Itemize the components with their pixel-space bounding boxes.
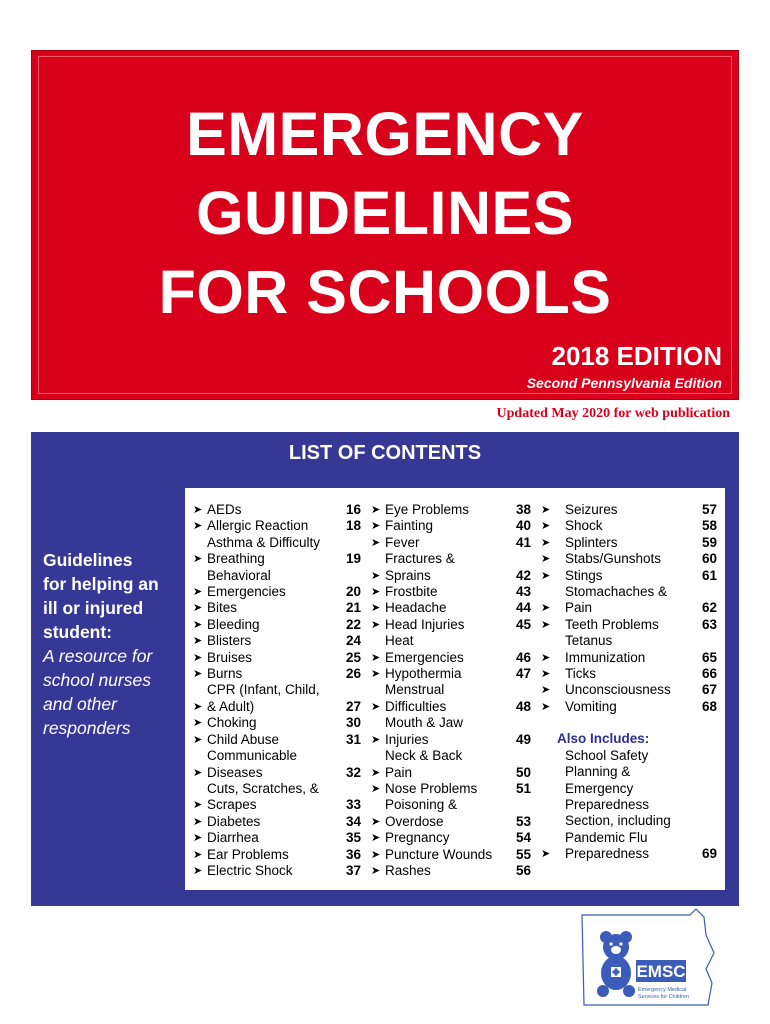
page-number: 48 bbox=[515, 698, 531, 714]
entry-label-line: Pain bbox=[565, 600, 593, 616]
arrow-bullet-icon: ➤ bbox=[193, 618, 203, 631]
arrow-bullet-icon: ➤ bbox=[193, 668, 203, 681]
contents-entry bbox=[371, 617, 531, 633]
also-includes-line: Preparedness bbox=[565, 796, 650, 812]
arrow-bullet-icon: ➤ bbox=[541, 553, 551, 566]
entry-label bbox=[385, 682, 507, 715]
entry-label bbox=[207, 847, 337, 863]
arrow-bullet-icon: ➤ bbox=[541, 504, 551, 516]
also-includes-line: Section, including bbox=[565, 813, 671, 829]
entry-label-line: Stings bbox=[565, 567, 603, 583]
entry-label-line: Diarrhea bbox=[207, 830, 259, 846]
subedition-label: Second Pennsylvania Edition bbox=[526, 375, 722, 391]
page-number: 41 bbox=[515, 534, 531, 550]
entry-label bbox=[207, 748, 337, 781]
arrow-bullet-icon: ➤ bbox=[193, 766, 203, 779]
emsc-subtext-line: Emergency Medical bbox=[638, 987, 687, 993]
arrow-bullet-icon: ➤ bbox=[541, 618, 551, 631]
contents-entry bbox=[371, 715, 531, 748]
page-number: 47 bbox=[515, 666, 531, 682]
arrow-bullet-icon: ➤ bbox=[371, 536, 381, 549]
page-number: 36 bbox=[345, 846, 361, 862]
emsc-logo-text: EMSC bbox=[636, 962, 686, 981]
entry-label-line: Sprains bbox=[385, 567, 431, 583]
contents-entry bbox=[193, 650, 361, 666]
contents-entry bbox=[371, 551, 531, 584]
contents-entry bbox=[371, 797, 531, 830]
entry-label bbox=[385, 502, 507, 518]
page-number: 26 bbox=[345, 666, 361, 682]
entry-label bbox=[385, 781, 507, 797]
entry-label-line: Behavioral bbox=[207, 567, 271, 583]
entry-label-line: & Adult) bbox=[207, 698, 255, 714]
contents-entry bbox=[371, 682, 531, 715]
entry-label bbox=[385, 518, 507, 534]
entry-label-line: Breathing bbox=[207, 551, 265, 567]
entry-label-line: Fractures & bbox=[385, 551, 455, 567]
title-banner bbox=[31, 50, 739, 400]
page-number: 50 bbox=[515, 764, 531, 780]
also-includes-entry bbox=[541, 748, 717, 863]
page-number: 31 bbox=[345, 731, 361, 747]
arrow-bullet-icon: ➤ bbox=[371, 815, 381, 828]
arrow-bullet-icon: ➤ bbox=[371, 766, 381, 779]
side-italic-line: A resource for bbox=[43, 646, 153, 666]
page-number: 49 bbox=[515, 731, 531, 747]
entry-label bbox=[207, 502, 337, 518]
page-number: 54 bbox=[515, 830, 531, 846]
contents-entry bbox=[371, 863, 531, 879]
contents-entry bbox=[193, 633, 361, 649]
arrow-bullet-icon: ➤ bbox=[193, 635, 203, 648]
page-number: 59 bbox=[701, 534, 717, 550]
entry-label bbox=[207, 600, 337, 616]
arrow-bullet-icon: ➤ bbox=[371, 782, 381, 795]
page-number: 61 bbox=[701, 567, 717, 583]
page-number: 53 bbox=[515, 813, 531, 829]
page-number: 33 bbox=[345, 797, 361, 813]
entry-label-line: Puncture Wounds bbox=[385, 846, 493, 862]
contents-entry bbox=[541, 518, 717, 534]
entry-label bbox=[207, 518, 337, 534]
entry-label-line: Stomachaches & bbox=[565, 584, 668, 600]
arrow-bullet-icon: ➤ bbox=[371, 832, 381, 845]
page-number: 58 bbox=[701, 518, 717, 534]
arrow-bullet-icon: ➤ bbox=[371, 602, 381, 615]
entry-label bbox=[565, 568, 693, 584]
contents-entry bbox=[371, 584, 531, 600]
page-number: 45 bbox=[515, 616, 531, 632]
entry-label-line: Asthma & Difficulty bbox=[207, 534, 321, 550]
also-includes-line: Emergency bbox=[565, 780, 634, 796]
entry-label bbox=[385, 535, 507, 551]
arrow-bullet-icon: ➤ bbox=[541, 651, 551, 664]
arrow-bullet-icon: ➤ bbox=[193, 815, 203, 828]
entry-label-line: Frostbite bbox=[385, 584, 438, 600]
page-number: 60 bbox=[701, 551, 717, 567]
contents-entry bbox=[541, 666, 717, 682]
entry-label bbox=[207, 535, 337, 568]
page-number: 69 bbox=[701, 846, 717, 862]
arrow-bullet-icon: ➤ bbox=[541, 602, 551, 615]
entry-label-line: Teeth Problems bbox=[565, 616, 659, 632]
side-bold-line: for helping an bbox=[43, 574, 159, 594]
arrow-bullet-icon: ➤ bbox=[371, 733, 381, 746]
entry-label bbox=[565, 666, 693, 682]
entry-label bbox=[207, 666, 337, 682]
entry-label-line: Blisters bbox=[207, 633, 252, 649]
entry-label-line: Difficulties bbox=[385, 698, 447, 714]
entry-label bbox=[565, 633, 693, 666]
arrow-bullet-icon: ➤ bbox=[193, 520, 203, 533]
page-number: 37 bbox=[345, 862, 361, 878]
entry-label-line: Injuries bbox=[385, 731, 429, 747]
contents-entry bbox=[193, 600, 361, 616]
page-number: 16 bbox=[345, 502, 361, 517]
also-includes-text bbox=[565, 748, 693, 863]
arrow-bullet-icon: ➤ bbox=[193, 553, 203, 566]
entry-label-line: Unconsciousness bbox=[565, 682, 671, 698]
page-number: 20 bbox=[345, 584, 361, 600]
contents-entry bbox=[541, 535, 717, 551]
arrow-bullet-icon: ➤ bbox=[541, 520, 551, 533]
arrow-bullet-icon: ➤ bbox=[193, 848, 203, 861]
page-number: 65 bbox=[701, 649, 717, 665]
contents-entry bbox=[541, 568, 717, 584]
entry-label bbox=[207, 568, 337, 601]
page-number: 35 bbox=[345, 830, 361, 846]
title-line: FOR SCHOOLS bbox=[158, 258, 612, 326]
page-number: 46 bbox=[515, 649, 531, 665]
page-number: 25 bbox=[345, 649, 361, 665]
arrow-bullet-icon: ➤ bbox=[193, 504, 203, 516]
arrow-bullet-icon: ➤ bbox=[193, 832, 203, 845]
side-bold-line: ill or injured bbox=[43, 598, 144, 618]
contents-entry bbox=[371, 535, 531, 551]
entry-label-line: Immunization bbox=[565, 649, 646, 665]
arrow-bullet-icon: ➤ bbox=[193, 586, 203, 599]
page-number: 19 bbox=[345, 551, 361, 567]
entry-label-line: Ear Problems bbox=[207, 846, 289, 862]
page-number: 43 bbox=[515, 584, 531, 600]
contents-entry bbox=[371, 600, 531, 616]
page-number: 51 bbox=[515, 780, 531, 796]
contents-entry bbox=[193, 617, 361, 633]
page-number: 32 bbox=[345, 764, 361, 780]
entry-label bbox=[207, 617, 337, 633]
entry-label-line: Rashes bbox=[385, 862, 431, 878]
arrow-bullet-icon: ➤ bbox=[541, 700, 551, 713]
arrow-bullet-icon: ➤ bbox=[371, 618, 381, 631]
title-line: EMERGENCY bbox=[186, 100, 584, 168]
also-includes-line: Preparedness bbox=[565, 846, 650, 862]
entry-label-line: Emergencies bbox=[207, 584, 286, 600]
page-number: 27 bbox=[345, 698, 361, 714]
entry-label bbox=[207, 682, 337, 715]
entry-label bbox=[385, 600, 507, 616]
also-includes-heading: Also Includes: bbox=[557, 731, 650, 747]
contents-entry bbox=[193, 502, 361, 518]
emsc-logo bbox=[578, 905, 720, 1015]
entry-label-line: Heat bbox=[385, 633, 414, 649]
page-number: 22 bbox=[345, 616, 361, 632]
entry-label bbox=[565, 699, 693, 715]
contents-entry bbox=[193, 863, 361, 879]
side-description bbox=[43, 548, 185, 740]
entry-label bbox=[385, 666, 507, 682]
entry-label bbox=[385, 797, 507, 830]
contents-entry bbox=[371, 502, 531, 518]
entry-label-line: Seizures bbox=[565, 502, 618, 517]
also-includes-line: School Safety bbox=[565, 747, 649, 763]
also-includes-line: Planning & bbox=[565, 764, 631, 780]
arrow-bullet-icon: ➤ bbox=[193, 700, 203, 713]
entry-label-line: Communicable bbox=[207, 748, 298, 764]
page-number: 34 bbox=[345, 813, 361, 829]
entry-label bbox=[565, 551, 693, 567]
entry-label-line: Bruises bbox=[207, 649, 253, 665]
entry-label-line: Menstrual bbox=[385, 682, 445, 698]
entry-label-line: Headache bbox=[385, 600, 447, 616]
page-number: 42 bbox=[515, 567, 531, 583]
contents-entry bbox=[541, 633, 717, 666]
contents-entry bbox=[193, 781, 361, 814]
page-number: 62 bbox=[701, 600, 717, 616]
contents-entry bbox=[193, 814, 361, 830]
entry-label-line: Choking bbox=[207, 715, 257, 731]
entry-label-line: Neck & Back bbox=[385, 748, 463, 764]
page-number: 63 bbox=[701, 616, 717, 632]
contents-entry bbox=[193, 715, 361, 731]
contents-entry bbox=[541, 584, 717, 617]
contents-entry bbox=[541, 617, 717, 633]
contents-entry bbox=[193, 666, 361, 682]
contents-heading: LIST OF CONTENTS bbox=[288, 442, 482, 464]
entry-label bbox=[207, 863, 337, 879]
page-number: 21 bbox=[345, 600, 361, 616]
entry-label bbox=[207, 814, 337, 830]
entry-label-line: Tetanus bbox=[565, 633, 613, 649]
arrow-bullet-icon: ➤ bbox=[193, 799, 203, 812]
arrow-bullet-icon: ➤ bbox=[193, 864, 203, 877]
entry-label-line: Eye Problems bbox=[385, 502, 470, 517]
entry-label-line: Electric Shock bbox=[207, 862, 293, 878]
page-number: 24 bbox=[345, 633, 361, 649]
entry-label bbox=[565, 682, 693, 698]
entry-label-line: Scrapes bbox=[207, 797, 257, 813]
entry-label-line: Fever bbox=[385, 534, 420, 550]
arrow-bullet-icon: ➤ bbox=[541, 848, 551, 861]
arrow-bullet-icon: ➤ bbox=[193, 651, 203, 664]
contents-entry bbox=[193, 830, 361, 846]
page-number: 68 bbox=[701, 698, 717, 714]
entry-label-line: Bleeding bbox=[207, 616, 260, 632]
entry-label bbox=[207, 715, 337, 731]
arrow-bullet-icon: ➤ bbox=[371, 668, 381, 681]
entry-label bbox=[207, 830, 337, 846]
page-number: 30 bbox=[345, 715, 361, 731]
arrow-bullet-icon: ➤ bbox=[371, 586, 381, 599]
contents-entry bbox=[193, 682, 361, 715]
side-italic-line: responders bbox=[43, 718, 131, 738]
contents-entry bbox=[371, 781, 531, 797]
entry-label bbox=[565, 617, 693, 633]
page-number: 44 bbox=[515, 600, 531, 616]
entry-label-line: Ticks bbox=[565, 666, 596, 682]
title-line: GUIDELINES bbox=[196, 179, 574, 247]
arrow-bullet-icon: ➤ bbox=[371, 569, 381, 582]
arrow-bullet-icon: ➤ bbox=[371, 520, 381, 533]
entry-label bbox=[385, 584, 507, 600]
page-number: 55 bbox=[515, 846, 531, 862]
entry-label-line: Head Injuries bbox=[385, 616, 465, 632]
contents-column-2 bbox=[371, 502, 531, 879]
entry-label-line: Diseases bbox=[207, 764, 263, 780]
contents-entry bbox=[193, 732, 361, 748]
entry-label bbox=[565, 518, 693, 534]
entry-label bbox=[385, 847, 507, 863]
entry-label bbox=[207, 633, 337, 649]
entry-label bbox=[565, 502, 693, 518]
updated-note: Updated May 2020 for web publication bbox=[496, 406, 730, 421]
entry-label-line: Stabs/Gunshots bbox=[565, 551, 662, 567]
arrow-bullet-icon: ➤ bbox=[541, 684, 551, 697]
contents-entry bbox=[541, 502, 717, 518]
column-3-entries bbox=[541, 502, 717, 715]
entry-label bbox=[207, 781, 337, 814]
entry-label bbox=[385, 830, 507, 846]
side-italic-line: school nurses bbox=[43, 670, 151, 690]
entry-label-line: Nose Problems bbox=[385, 780, 478, 796]
contents-entry bbox=[371, 748, 531, 781]
entry-label bbox=[385, 715, 507, 748]
arrow-bullet-icon: ➤ bbox=[371, 700, 381, 713]
entry-label bbox=[385, 748, 507, 781]
edition-label: 2018 EDITION bbox=[551, 341, 722, 371]
entry-label bbox=[565, 584, 693, 617]
page-number: 40 bbox=[515, 518, 531, 534]
contents-entry bbox=[371, 666, 531, 682]
entry-label-line: Cuts, Scratches, & bbox=[207, 780, 319, 796]
page-number: 67 bbox=[701, 682, 717, 698]
entry-label bbox=[385, 633, 507, 666]
arrow-bullet-icon: ➤ bbox=[371, 848, 381, 861]
page-number: 38 bbox=[515, 502, 531, 517]
contents-entry bbox=[371, 847, 531, 863]
contents-column-1 bbox=[193, 502, 361, 879]
entry-label bbox=[385, 551, 507, 584]
arrow-bullet-icon: ➤ bbox=[371, 504, 381, 516]
entry-label-line: CPR (Infant, Child, bbox=[207, 682, 320, 698]
entry-label bbox=[207, 732, 337, 748]
entry-label-line: Allergic Reaction bbox=[207, 518, 309, 534]
emsc-subtext-line: Services for Children bbox=[638, 994, 690, 1000]
contents-list bbox=[185, 488, 725, 890]
entry-label-line: Hypothermia bbox=[385, 666, 462, 682]
page-number: 18 bbox=[345, 518, 361, 534]
arrow-bullet-icon: ➤ bbox=[193, 717, 203, 730]
entry-label bbox=[207, 650, 337, 666]
entry-label-line: Splinters bbox=[565, 534, 618, 550]
entry-label-line: Diabetes bbox=[207, 813, 261, 829]
contents-entry bbox=[193, 535, 361, 568]
contents-entry bbox=[541, 551, 717, 567]
entry-label bbox=[385, 863, 507, 879]
page-number: 57 bbox=[701, 502, 717, 517]
arrow-bullet-icon: ➤ bbox=[193, 733, 203, 746]
side-bold-line: Guidelines bbox=[43, 550, 133, 570]
entry-label bbox=[385, 617, 507, 633]
contents-entry bbox=[193, 847, 361, 863]
contents-entry bbox=[193, 518, 361, 534]
entry-label-line: Pain bbox=[385, 764, 413, 780]
page-number: 56 bbox=[515, 862, 531, 878]
arrow-bullet-icon: ➤ bbox=[541, 536, 551, 549]
side-bold-line: student: bbox=[43, 622, 113, 642]
entry-label-line: Emergencies bbox=[385, 649, 464, 665]
emsc-logo-subtext bbox=[638, 987, 689, 1000]
contents-entry bbox=[371, 518, 531, 534]
entry-label-line: Bites bbox=[207, 600, 238, 616]
entry-label-line: Vomiting bbox=[565, 698, 617, 714]
arrow-bullet-icon: ➤ bbox=[541, 668, 551, 681]
entry-label-line: Burns bbox=[207, 666, 243, 682]
contents-entry bbox=[371, 830, 531, 846]
contents-entry bbox=[541, 699, 717, 715]
contents-column-3 bbox=[541, 502, 717, 863]
arrow-bullet-icon: ➤ bbox=[371, 864, 381, 877]
entry-label-line: AEDs bbox=[207, 502, 242, 517]
side-italic-line: and other bbox=[43, 694, 117, 714]
entry-label-line: Shock bbox=[565, 518, 603, 534]
entry-label-line: Fainting bbox=[385, 518, 434, 534]
also-includes-line: Pandemic Flu bbox=[565, 829, 648, 845]
entry-label-line: Child Abuse bbox=[207, 731, 280, 747]
entry-label-line: Mouth & Jaw bbox=[385, 715, 464, 731]
contents-entry bbox=[193, 568, 361, 601]
entry-label-line: Poisoning & bbox=[385, 797, 458, 813]
contents-entry bbox=[371, 633, 531, 666]
contents-entry bbox=[193, 748, 361, 781]
arrow-bullet-icon: ➤ bbox=[371, 651, 381, 664]
contents-panel bbox=[31, 432, 739, 906]
arrow-bullet-icon: ➤ bbox=[193, 602, 203, 615]
arrow-bullet-icon: ➤ bbox=[541, 569, 551, 582]
page-title bbox=[32, 95, 738, 332]
contents-entry bbox=[541, 682, 717, 698]
entry-label-line: Overdose bbox=[385, 813, 444, 829]
entry-label-line: Pregnancy bbox=[385, 830, 450, 846]
entry-label bbox=[565, 535, 693, 551]
page-number: 66 bbox=[701, 666, 717, 682]
